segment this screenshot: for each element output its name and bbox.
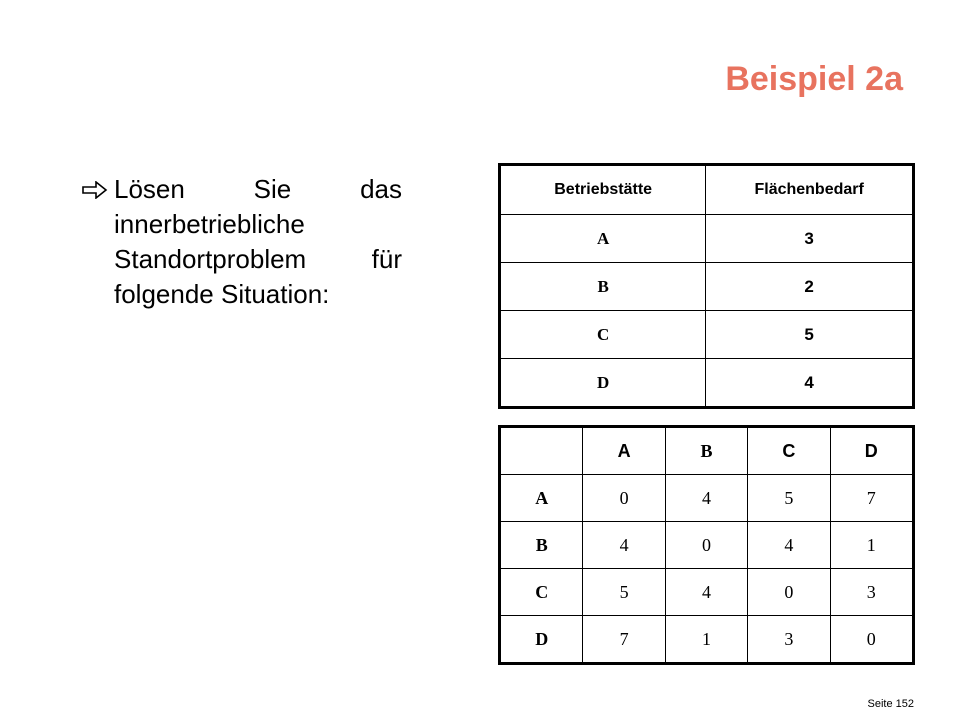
table-cell: B (500, 263, 706, 311)
column-header-c: C (748, 427, 830, 475)
table-cell: 3 (706, 215, 914, 263)
area-requirements-table (498, 163, 915, 409)
table-row (500, 616, 914, 664)
distance-matrix-table (498, 425, 915, 665)
table-cell: 3 (830, 569, 913, 616)
table-cell: 7 (583, 616, 665, 664)
table-cell: C (500, 311, 706, 359)
table-row (500, 359, 914, 408)
row-header-a: A (500, 475, 583, 522)
bullet-text: Lösen Sie das innerbetriebliche Standortproblem für folgende Situation: (114, 174, 402, 309)
table-row (500, 263, 914, 311)
table-cell: 5 (748, 475, 830, 522)
row-header-b: B (500, 522, 583, 569)
table-cell: 0 (665, 522, 747, 569)
table-header-row (500, 427, 914, 475)
table-cell: 5 (583, 569, 665, 616)
row-header-d: D (500, 616, 583, 664)
column-header-a: A (583, 427, 665, 475)
table-cell: D (500, 359, 706, 408)
table-row (500, 215, 914, 263)
slide-title: Beispiel 2a (725, 60, 903, 98)
hollow-arrow-right-icon (82, 181, 114, 204)
column-header-b: B (665, 427, 747, 475)
table-cell: 4 (583, 522, 665, 569)
column-header-betriebstaette: Betriebstätte (500, 165, 706, 215)
table-cell: 3 (748, 616, 830, 664)
table-row (500, 522, 914, 569)
table-header-row (500, 165, 914, 215)
table-cell: 7 (830, 475, 913, 522)
table-cell: 2 (706, 263, 914, 311)
bullet-point (82, 172, 402, 312)
table-cell: 5 (706, 311, 914, 359)
table-cell: 4 (748, 522, 830, 569)
table-cell: 0 (748, 569, 830, 616)
table-cell: 1 (665, 616, 747, 664)
table-cell: 4 (665, 475, 747, 522)
table-cell: 1 (830, 522, 913, 569)
table-cell: 0 (830, 616, 913, 664)
column-header-flaechenbedarf: Flächenbedarf (706, 165, 914, 215)
table-cell: A (500, 215, 706, 263)
row-header-c: C (500, 569, 583, 616)
column-header-d: D (830, 427, 913, 475)
table-row (500, 475, 914, 522)
table-cell: 0 (583, 475, 665, 522)
table-cell: 4 (706, 359, 914, 408)
table-row (500, 569, 914, 616)
page-number: Seite 152 (867, 698, 914, 710)
table-cell: 4 (665, 569, 747, 616)
matrix-corner-cell (500, 427, 583, 475)
table-row (500, 311, 914, 359)
